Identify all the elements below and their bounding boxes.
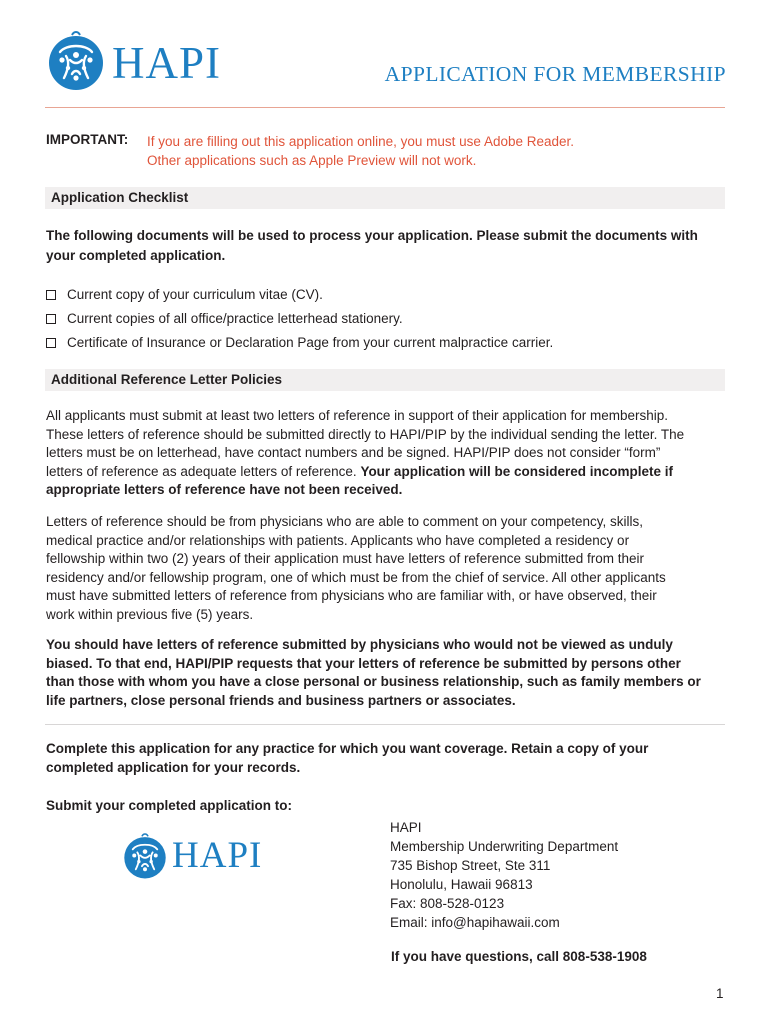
paragraph-line: All applicants must submit at least two letters of reference in support of their application for membership. <box>46 408 669 423</box>
intro-line: your completed application. <box>46 247 226 263</box>
checklist-item <box>46 331 553 355</box>
section-title: Application Checklist <box>51 190 189 205</box>
checklist-item-label: Certificate of Insurance or Declaration Page from your current malpractice carrier. <box>67 335 554 350</box>
checklist-item <box>46 283 553 307</box>
section-title: Additional Reference Letter Policies <box>51 372 283 387</box>
logo-wordmark: HAPI <box>172 835 263 876</box>
paragraph-line: Letters of reference should be from physicians who are able to comment on your competency, skills, <box>46 514 644 529</box>
paragraph-line <box>46 463 728 482</box>
hapi-logo <box>46 30 256 94</box>
paragraph-line: Complete this application for any practice for which you want coverage. Retain a copy of your <box>46 741 649 756</box>
important-line: Other applications such as Apple Preview will not work. <box>147 153 477 168</box>
reference-paragraph-1 <box>46 407 728 500</box>
checklist-item-label: Current copies of all office/practice letterhead stationery. <box>67 311 403 326</box>
document-checklist <box>46 283 553 355</box>
reference-paragraph-3 <box>46 636 728 710</box>
email-address: Email: info@hapihawaii.com <box>390 915 560 930</box>
document-title: APPLICATION FOR MEMBERSHIP <box>384 62 726 86</box>
mailing-address <box>390 818 618 932</box>
section-divider <box>45 724 725 725</box>
reference-paragraph-2 <box>46 513 728 624</box>
incomplete-warning: appropriate letters of reference have not been received. <box>46 482 403 497</box>
checklist-intro <box>46 226 726 265</box>
page-number: 1 <box>716 986 724 1001</box>
header-divider <box>45 107 725 108</box>
checklist-item-label: Current copy of your curriculum vitae (CV). <box>67 287 323 302</box>
checkbox-icon[interactable] <box>46 290 56 300</box>
checklist-item <box>46 307 553 331</box>
important-notice <box>147 132 574 170</box>
paragraph-line: letters must be on letterhead, have contact numbers and be signed. HAPI/PIP does not consider “form” <box>46 445 661 460</box>
paragraph-line: than those with whom you have a close personal or business relationship, such as family members or <box>46 674 701 689</box>
section-header-checklist <box>45 187 725 209</box>
paragraph-line: completed application for your records. <box>46 759 301 775</box>
paragraph-line: biased. To that end, HAPI/PIP requests that your letters of reference be submitted by persons other <box>46 655 681 671</box>
questions-phone: If you have questions, call 808-538-1908 <box>391 949 647 964</box>
checkbox-icon[interactable] <box>46 314 56 324</box>
paragraph-line: residency and/or fellowship program, one of which must be from the chief of service. All other applicants <box>46 569 666 585</box>
paragraph-line: medical practice and/or relationships with patients. Applicants who have completed a residency or <box>46 532 630 548</box>
address-line: HAPI <box>390 820 422 835</box>
paragraph-line: must have submitted letters of reference from physicians who are familiar with, or have observed, their <box>46 588 657 603</box>
incomplete-warning: Your application will be considered incomplete if <box>360 463 673 479</box>
paragraph-line: fellowship within two (2) years of their application must have letters of reference submitted from their <box>46 551 645 566</box>
paragraph-line: life partners, close personal friends and business partners or associates. <box>46 692 516 708</box>
hapi-family-emblem-icon <box>46 30 106 94</box>
fax-number: Fax: 808-528-0123 <box>390 896 505 911</box>
logo-wordmark: HAPI <box>112 38 222 88</box>
important-line: If you are filling out this application online, you must use Adobe Reader. <box>147 134 575 149</box>
paragraph-line: You should have letters of reference submitted by physicians who would not be viewed as unduly <box>46 637 673 652</box>
paragraph-text: letters of reference as adequate letters of reference. <box>46 463 361 479</box>
hapi-family-emblem-icon <box>122 832 168 882</box>
submit-label: Submit your completed application to: <box>46 798 293 813</box>
address-line: 735 Bishop Street, Ste 311 <box>390 858 551 873</box>
important-label: IMPORTANT: <box>46 132 129 147</box>
section-header-reference <box>45 369 725 391</box>
paragraph-line: These letters of reference should be submitted directly to HAPI/PIP by the individual sending the letter. The <box>46 426 685 442</box>
address-line: Membership Underwriting Department <box>390 839 619 854</box>
complete-application-note <box>46 740 728 777</box>
checkbox-icon[interactable] <box>46 338 56 348</box>
hapi-logo-small <box>122 830 292 884</box>
address-line: Honolulu, Hawaii 96813 <box>390 877 533 892</box>
paragraph-line: work within previous five (5) years. <box>46 606 254 622</box>
intro-line: The following documents will be used to process your application. Please submit the documents with <box>46 228 698 243</box>
